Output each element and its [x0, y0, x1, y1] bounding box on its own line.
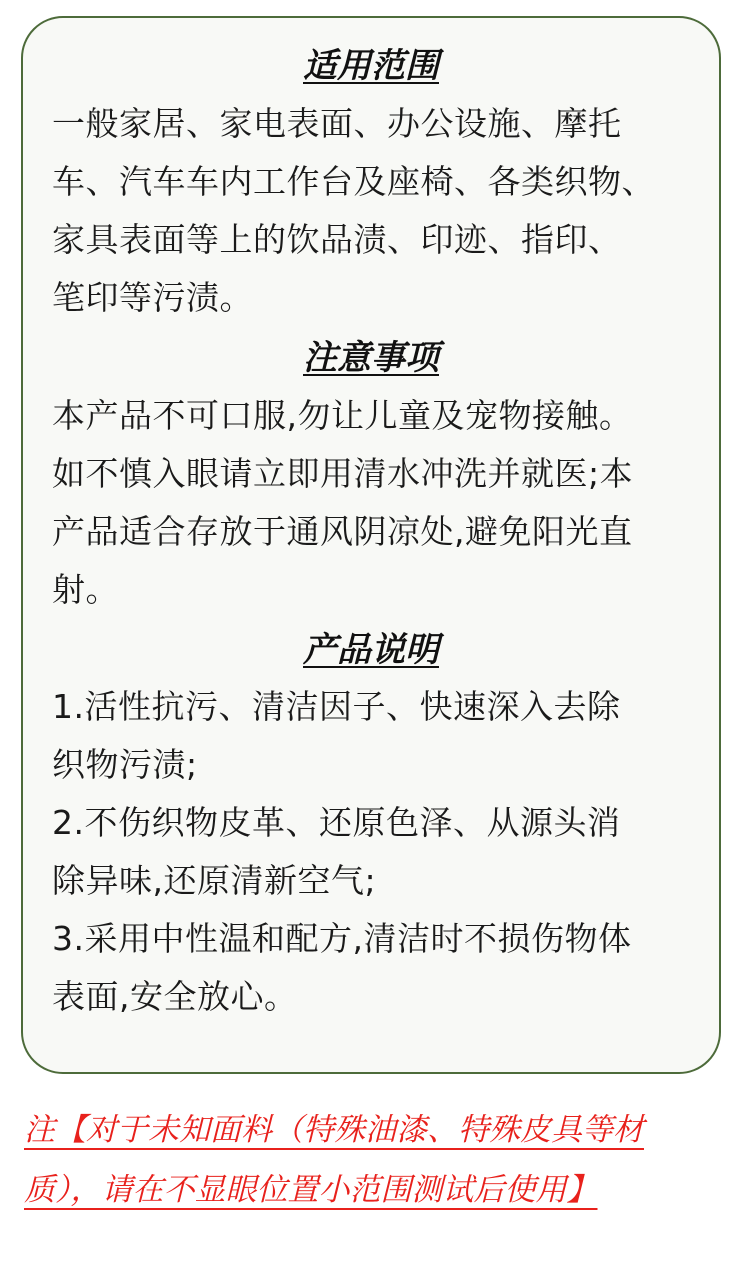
scope-line: 家具表面等上的饮品渍、印迹、指印、 [52, 220, 622, 259]
precautions-line: 产品适合存放于通风阴凉处,避免阳光直 [52, 512, 633, 551]
description-line: 3.采用中性温和配方,清洁时不损伤物体 [52, 919, 632, 958]
scope-line: 笔印等污渍。 [52, 278, 253, 317]
description-line: 2.不伤织物皮革、还原色泽、从源头消 [52, 803, 621, 842]
note-line: 注【对于未知面料（特殊油漆、特殊皮具等材 [24, 1112, 644, 1148]
note-line: 质），请在不显眼位置小范围测试后使用】 [24, 1172, 598, 1208]
precautions-line: 射。 [52, 570, 119, 609]
scope-line: 一般家居、家电表面、办公设施、摩托 [52, 104, 622, 143]
test-warning-note [24, 1100, 724, 1220]
instructions-card [21, 16, 721, 1074]
precautions-title: 注意事项 [303, 338, 439, 378]
scope-line: 车、汽车车内工作台及座椅、各类织物、 [52, 162, 655, 201]
description-line: 织物污渍; [52, 745, 198, 784]
precautions-line: 如不慎入眼请立即用清水冲洗并就医;本 [52, 454, 634, 493]
description-line: 除异味,还原清新空气; [52, 861, 377, 900]
precautions-paragraph [52, 387, 700, 619]
description-title: 产品说明 [303, 630, 439, 670]
description-paragraph [52, 678, 700, 1026]
scope-paragraph [52, 95, 700, 327]
description-line: 1.活性抗污、清洁因子、快速深入去除 [52, 687, 621, 726]
precautions-line: 本产品不可口服,勿让儿童及宠物接触。 [52, 396, 633, 435]
scope-title: 适用范围 [303, 46, 439, 86]
description-line: 表面,安全放心。 [52, 977, 298, 1016]
